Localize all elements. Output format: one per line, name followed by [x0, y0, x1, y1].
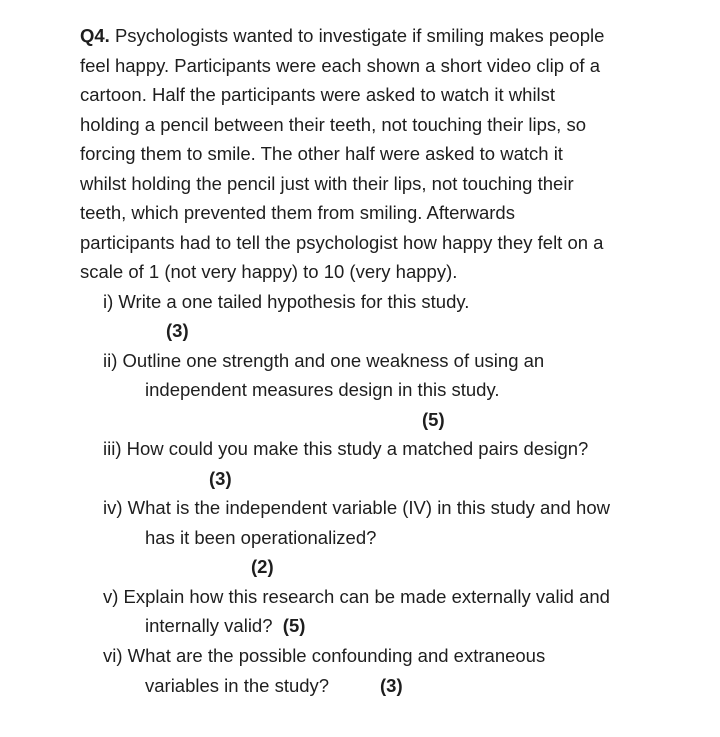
part-v-text-cont	[145, 615, 305, 637]
part-iii-marks: (3)	[209, 468, 232, 489]
stem-text: Psychologists wanted to investigate if smiling makes people	[114, 25, 605, 46]
stem-line-6: whilst holding the pencil just with their lips, not touching their	[80, 173, 574, 194]
stem-line-8: participants had to tell the psychologist how happy they felt on a	[80, 232, 604, 253]
part-ii-text-cont: independent measures design in this study.	[145, 379, 500, 400]
part-vi-text: vi) What are the possible confounding and extraneous	[103, 645, 546, 666]
stem-line-3: cartoon. Half the participants were asked to watch it whilst	[80, 84, 556, 105]
question-number: Q4.	[80, 25, 110, 46]
part-v-text-cont-label: internally valid?	[145, 615, 273, 636]
stem-line-5: forcing them to smile. The other half were asked to watch it	[80, 143, 563, 164]
part-iv-text: iv) What is the independent variable (IV) in this study and how	[103, 497, 610, 518]
part-v-marks: (5)	[282, 615, 306, 636]
part-i-marks: (3)	[166, 320, 189, 341]
part-v-text: v) Explain how this research can be made externally valid and	[103, 586, 610, 607]
part-iv-marks: (2)	[251, 556, 274, 577]
part-iii-text: iii) How could you make this study a matched pairs design?	[103, 438, 589, 459]
stem-line-7: teeth, which prevented them from smiling. Afterwards	[80, 202, 515, 223]
stem-line-4: holding a pencil between their teeth, not touching their lips, so	[80, 114, 586, 135]
stem-line-9: scale of 1 (not very happy) to 10 (very happy).	[80, 261, 458, 282]
part-iv-text-cont: has it been operationalized?	[145, 527, 377, 548]
stem-line-2: feel happy. Participants were each shown a short video clip of a	[80, 55, 601, 76]
part-i-text: i) Write a one tailed hypothesis for this study.	[103, 291, 470, 312]
stem-line-1	[80, 25, 604, 47]
part-vi-text-cont: variables in the study?	[145, 675, 330, 696]
part-vi-marks: (3)	[380, 675, 403, 696]
part-ii-marks: (5)	[422, 409, 445, 430]
part-ii-text: ii) Outline one strength and one weakness of using an	[103, 350, 545, 371]
